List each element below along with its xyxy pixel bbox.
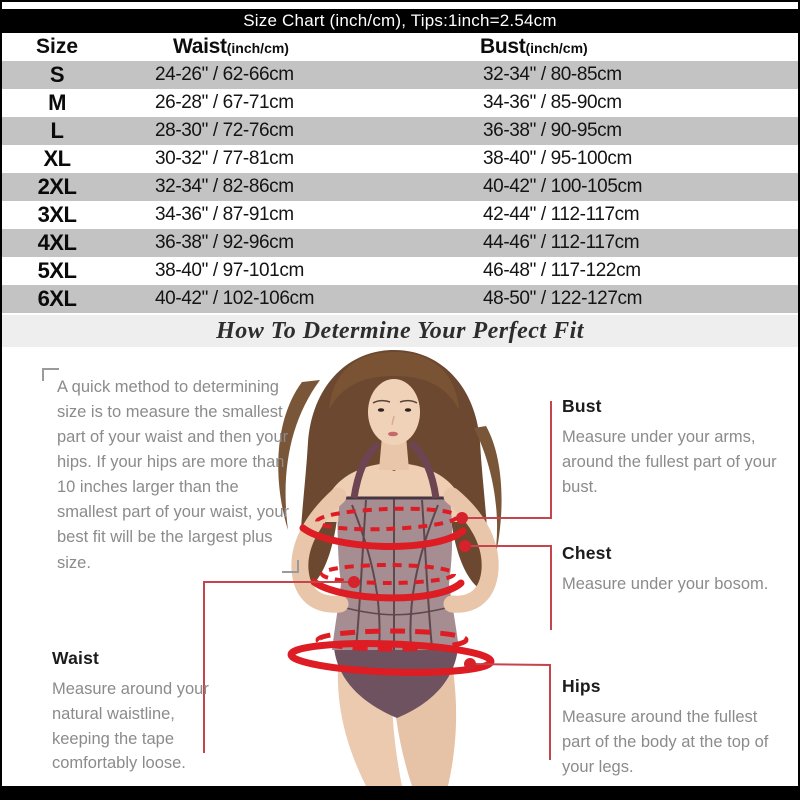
bust-cell: 48-50" / 122-127cm [483, 288, 643, 309]
bust-cell: 44-46" / 112-117cm [483, 232, 640, 253]
waist-dot [348, 576, 360, 588]
waist-cell: 36-38" / 92-96cm [155, 232, 294, 253]
size-table [2, 33, 798, 313]
size-cell: L [50, 118, 64, 143]
chest-dot [459, 540, 471, 552]
size-cell: 2XL [37, 174, 77, 199]
tip-waist-label: Waist [52, 648, 100, 668]
tip-bust [562, 396, 777, 499]
fit-guide-section [2, 347, 798, 786]
corset [332, 498, 459, 650]
tip-hips-text: Measure around the fullest part of the body at the top of your legs. [562, 708, 769, 776]
size-table-header [2, 33, 798, 61]
fit-guide-title: How To Determine Your Perfect Fit [216, 317, 584, 344]
tip-waist-text: Measure around your natural waistline, keeping the tape comfortably loose. [52, 680, 209, 773]
hips-dot [464, 658, 476, 670]
waist-cell: 38-40" / 97-101cm [155, 260, 304, 281]
tip-chest-text: Measure under your bosom. [562, 575, 769, 593]
hips-leader-line [470, 664, 550, 760]
table-row [2, 89, 798, 117]
waist-cell: 30-32" / 77-81cm [155, 148, 294, 169]
corner-bracket-bottom-right [282, 560, 299, 573]
bust-cell: 40-42" / 100-105cm [483, 176, 643, 197]
fit-guide-title-band [2, 315, 798, 347]
table-row [2, 173, 798, 201]
table-row [2, 117, 798, 145]
size-cell: XL [43, 146, 71, 171]
table-row [2, 285, 798, 313]
bust-cell: 32-34" / 80-85cm [483, 64, 622, 85]
waist-cell: 28-30" / 72-76cm [155, 120, 294, 141]
column-header-size: Size [35, 35, 79, 58]
size-table-body [2, 61, 798, 313]
intro-note [57, 375, 291, 576]
tip-hips [562, 676, 784, 779]
tip-hips-label: Hips [562, 676, 601, 696]
bust-cell: 42-44" / 112-117cm [483, 204, 640, 225]
size-cell: M [48, 90, 66, 115]
footer-bar [2, 786, 798, 798]
size-cell: 4XL [37, 230, 77, 255]
tip-waist [52, 648, 222, 776]
size-cell: S [49, 62, 65, 87]
table-row [2, 145, 798, 173]
top-margin [2, 2, 798, 9]
tip-bust-label: Bust [562, 396, 602, 416]
intro-text: A quick method to determining size is to measure the smallest part of your waist and then your hips. If your hips are more than 10 inches larger than the smallest part of your waist, your best fit will be the largest plus size. [57, 378, 289, 572]
bust-cell: 38-40" / 95-100cm [483, 148, 632, 169]
corner-bracket-top-left [42, 368, 59, 381]
size-cell: 6XL [37, 286, 77, 311]
tip-chest-label: Chest [562, 543, 612, 563]
column-header-bust: Bust(inch/cm) [480, 35, 588, 58]
header-title: Size Chart (inch/cm), Tips:1inch=2.54cm [243, 11, 557, 30]
waist-cell: 32-34" / 82-86cm [155, 176, 294, 197]
waist-cell: 24-26" / 62-66cm [155, 64, 294, 85]
bust-cell: 36-38" / 90-95cm [483, 120, 622, 141]
size-cell: 5XL [37, 258, 77, 283]
header-bar [2, 9, 798, 33]
column-header-waist: Waist(inch/cm) [173, 35, 289, 58]
waist-cell: 34-36" / 87-91cm [155, 204, 294, 225]
size-cell: 3XL [37, 202, 77, 227]
table-row [2, 257, 798, 285]
tip-bust-text: Measure under your arms, around the fullest part of your bust. [562, 428, 777, 496]
bust-cell: 46-48" / 117-122cm [483, 260, 641, 281]
tip-chest [562, 543, 777, 597]
table-row [2, 61, 798, 89]
bust-dot [456, 512, 468, 524]
table-row [2, 201, 798, 229]
bust-cell: 34-36" / 85-90cm [483, 92, 622, 113]
waist-cell: 40-42" / 102-106cm [155, 288, 315, 309]
table-row [2, 229, 798, 257]
waist-cell: 26-28" / 67-71cm [155, 92, 294, 113]
